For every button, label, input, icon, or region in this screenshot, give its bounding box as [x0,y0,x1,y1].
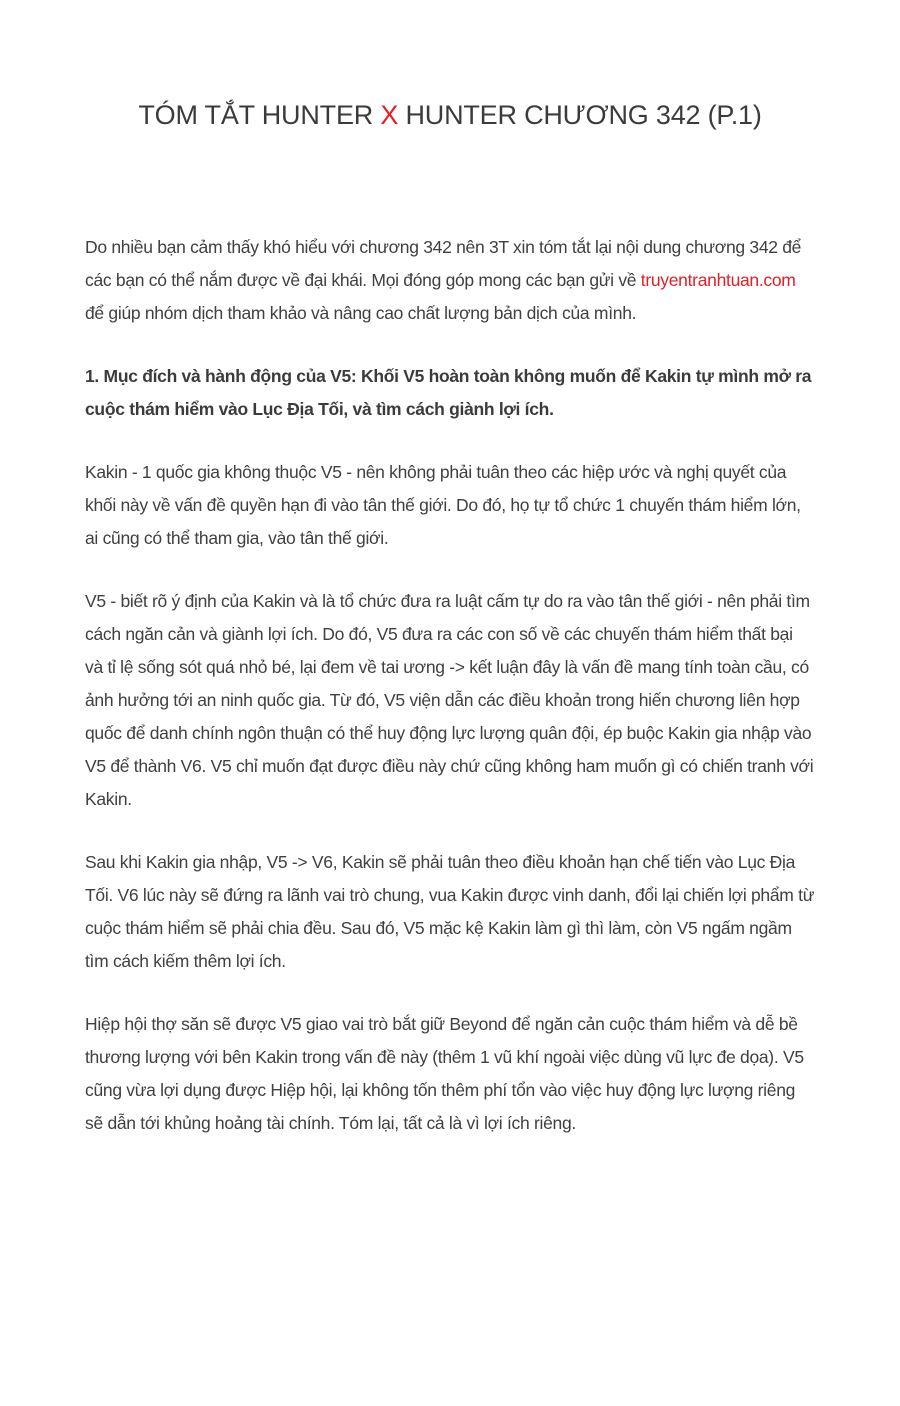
paragraph-kakin: Kakin - 1 quốc gia không thuộc V5 - nên không phải tuân theo các hiệp ước và nghị quyết của khối này về vấn đề quyền hạn đi vào tân thế giới. Do đó, họ tự tổ chức 1 chuyến thám hiểm lớn, ai cũng có thể tham gia, vào tân thế giới. [85,462,801,548]
page-title-highlight: X [380,100,399,130]
article-page [85,0,815,1140]
intro-text-before-link: Do nhiều bạn cảm thấy khó hiểu với chương 342 nên 3T xin tóm tắt lại nội dung chương 342 để các bạn có thể nắm được về đại khái. Mọi đóng góp mong các bạn gửi về [85,237,802,290]
intro-text-after-link: để giúp nhóm dịch tham khảo và nâng cao chất lượng bản dịch của mình. [85,303,637,323]
paragraph-after-join: Sau khi Kakin gia nhập, V5 -> V6, Kakin sẽ phải tuân theo điều khoản hạn chế tiến vào Lục Địa Tối. V6 lúc này sẽ đứng ra lãnh vai trò chung, vua Kakin được vinh danh, đổi lại chiến lợi phẩm từ cuộc thám hiểm sẽ phải chia đều. Sau đó, V5 mặc kệ Kakin làm gì thì làm, còn V5 ngấm ngầm tìm cách kiếm thêm lợi ích. [85,852,815,971]
article-body [85,231,815,1140]
site-link[interactable]: truyentranhtuan.com [640,270,796,290]
page-title [85,97,815,133]
section-heading: 1. Mục đích và hành động của V5: Khối V5 hoàn toàn không muốn để Kakin tự mình mở ra cuộc thám hiểm vào Lục Địa Tối, và tìm cách giành lợi ích. [85,366,812,419]
paragraph-v5-plan: V5 - biết rõ ý định của Kakin và là tổ chức đưa ra luật cấm tự do ra vào tân thế giới - nên phải tìm cách ngăn cản và giành lợi ích. Do đó, V5 đưa ra các con số về các chuyến thám hiểm thất bại và tỉ lệ sống sót quá nhỏ bé, lại đem về tai ương -> kết luận đây là vấn đề mang tính toàn cầu, có ảnh hưởng tới an ninh quốc gia. Từ đó, V5 viện dẫn các điều khoản trong hiến chương liên hợp quốc để danh chính ngôn thuận có thể huy động lực lượng quân đội, ép buộc Kakin gia nhập vào V5 để thành V6. V5 chỉ muốn đạt được điều này chứ cũng không ham muốn gì có chiến tranh với Kakin. [85,591,814,809]
page-title-part2: HUNTER CHƯƠNG 342 (P.1) [398,100,762,130]
paragraph-hunter-association: Hiệp hội thợ săn sẽ được V5 giao vai trò bắt giữ Beyond để ngăn cản cuộc thám hiểm và dễ bề thương lượng với bên Kakin trong vấn đề này (thêm 1 vũ khí ngoài việc dùng vũ lực đe dọa). V5 cũng vừa lợi dụng được Hiệp hội, lại không tốn thêm phí tổn vào việc huy động lực lượng riêng sẽ dẫn tới khủng hoảng tài chính. Tóm lại, tất cả là vì lợi ích riêng. [85,1014,804,1133]
intro-paragraph [85,231,815,330]
page-title-part1: TÓM TẮT HUNTER [138,100,381,130]
